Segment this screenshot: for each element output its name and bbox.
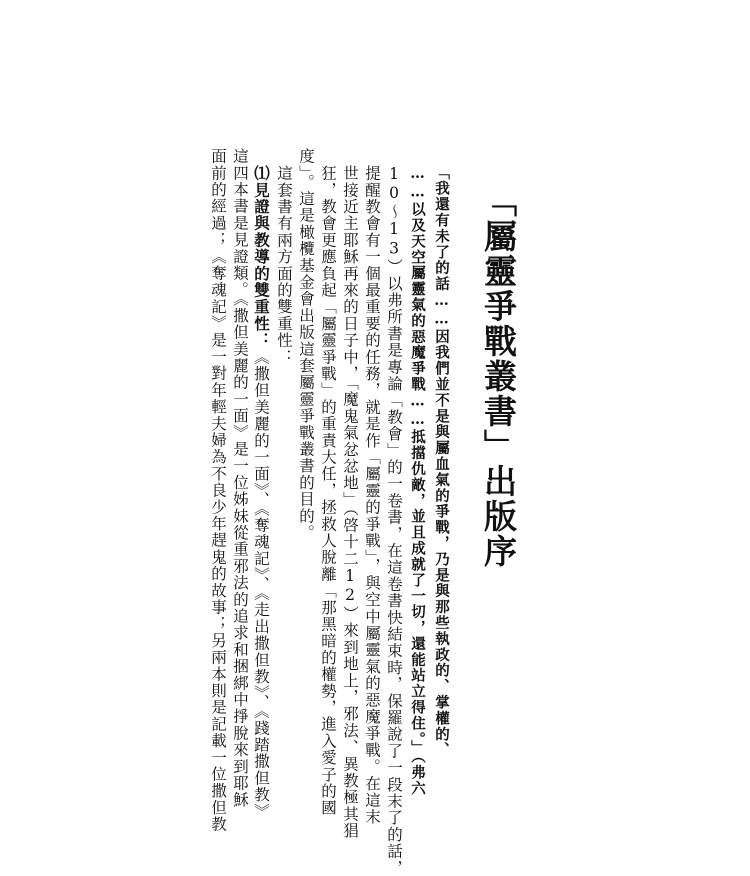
- paragraph-1-line-5: 度」。這是橄欖基金會出版這套屬靈爭戰叢書的目的。: [297, 148, 315, 542]
- page-title: 「屬靈爭戰叢書」出版序: [479, 184, 518, 569]
- paragraph-1-line-3: 世接近主耶穌再來的日子中，「魔鬼氣忿忿地」（啓十二12）來到地上，邪法、異教極其猖: [341, 165, 359, 840]
- scripture-quote-line-2: ……以及天空屬靈氣的惡魔爭戰……抵擋仇敵，並且成就了一切，還能站立得住。」（弗六: [409, 165, 426, 797]
- item-1-heading: 見證與教導的雙重性：: [252, 181, 271, 349]
- item-1-titles: 《撒但美麗的一面》、《奪魂記》、《走出撒但教》、《踐踏撒但教》: [252, 348, 270, 820]
- item-1-line-3: 面前的經過；《奪魂記》是一對年輕夫婦為不良少年趕鬼的故事；另兩本則是記載一位撒但教: [209, 148, 227, 833]
- paragraph-1-line-2: 提醒教會有一個最重要的任務，就是作「屬靈的爭戰」，與空中屬靈氣的惡魔爭戰。在這末: [363, 165, 381, 826]
- item-1-heading-line: [251, 165, 271, 820]
- item-1-line-2: 這四本書是見證類。《撒但美麗的一面》是一位姊妹從重邪法的追求和捆綁中掙脫來到耶穌: [231, 148, 249, 809]
- item-1-marker: ⑴: [252, 165, 271, 182]
- scripture-quote-line-1: 「我還有未了的話……因我們並不是與屬血氣的爭戰，乃是與那些執政的、掌權的、: [433, 165, 450, 759]
- paragraph-1-line-1: 10～13）以弗所書是專論「教會」的一卷書，在這卷書快結束時，保羅說了一段末了的話，: [385, 165, 403, 876]
- paragraph-2: 這套書有兩方面的雙重性：: [275, 165, 293, 366]
- paragraph-1-line-4: 狂，教會更應負起「屬靈爭戰」的重責大任，拯救人脫離「那黑暗的權勢，進入愛子的國: [319, 165, 337, 817]
